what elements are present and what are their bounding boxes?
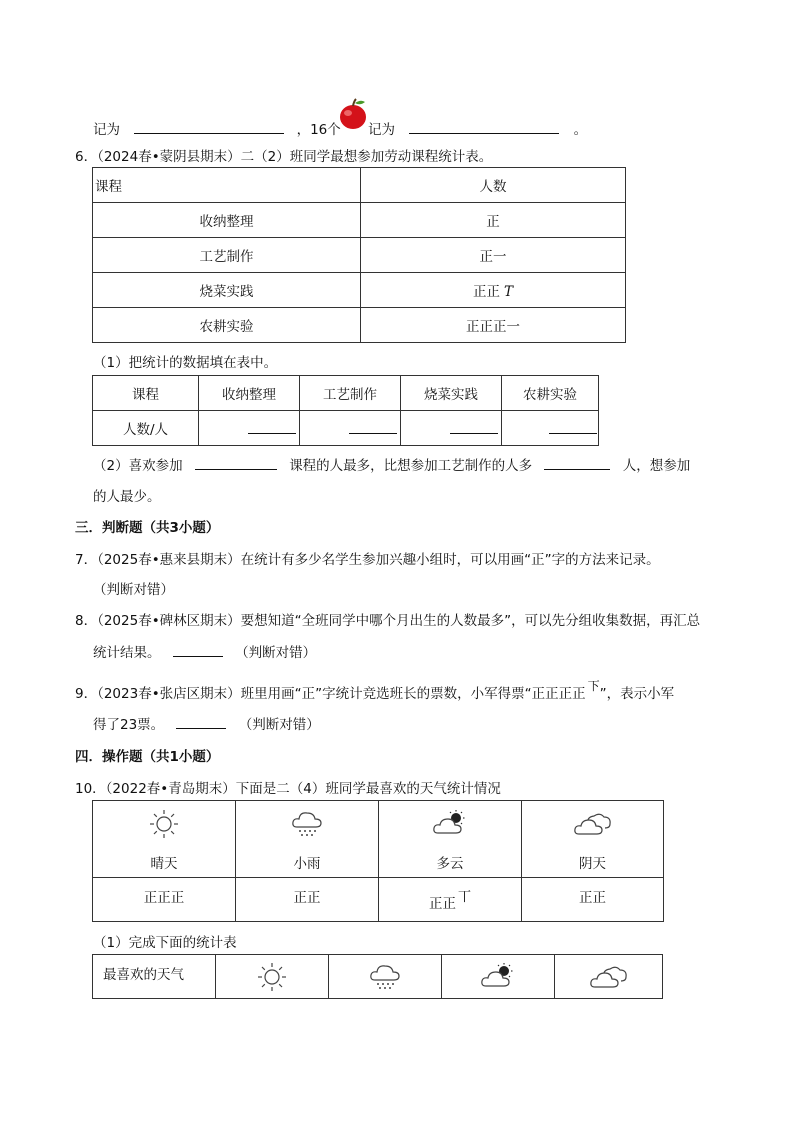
q8-line2: 统计结果。 （判断对错）	[93, 641, 316, 661]
q9-line1: 9．（2023春•张店区期末）班里用画“正”字统计竞选班长的票数，小军得票“正正正正 下”，表示小军	[75, 679, 675, 702]
sun-icon	[255, 962, 289, 992]
section-heading: 三．判断题（共3小题）	[75, 520, 220, 536]
q10-title: 10．（2022春•青岛期末）下面是二（4）班同学最喜欢的天气统计情况	[75, 781, 501, 797]
answer-blank[interactable]	[450, 419, 498, 434]
answer-blank[interactable]	[134, 119, 284, 134]
table-row: 工艺制作 正一	[93, 238, 626, 273]
cloudy-icon	[588, 962, 630, 992]
rain-icon	[290, 809, 324, 839]
answer-blank[interactable]	[409, 119, 559, 134]
q10-sub1: （1）完成下面的统计表	[93, 935, 237, 951]
answer-blank[interactable]	[176, 714, 226, 729]
partly-cloudy-icon	[432, 809, 468, 839]
answer-blank[interactable]	[248, 419, 296, 434]
answer-blank[interactable]	[549, 419, 597, 434]
table-row: 收纳整理 正	[93, 203, 626, 238]
answer-blank[interactable]	[173, 642, 223, 657]
q7-line1: 7．（2025春•惠来县期末）在统计有多少名学生参加兴趣小组时，可以用画“正”字的方法来记录。	[75, 552, 660, 568]
top-line: 记为 ，16个	[93, 118, 341, 138]
table-row: 农耕实验 正正正一	[93, 308, 626, 343]
table-header: 人数	[361, 168, 626, 203]
rain-icon	[368, 962, 402, 992]
table-row: 烧菜实践 正正 T	[93, 273, 626, 308]
answer-blank[interactable]	[544, 455, 610, 470]
q6-sub2: （2）喜欢参加 课程的人最多，比想参加工艺制作的人多 人，想参加	[93, 454, 690, 474]
answer-blank[interactable]	[349, 419, 397, 434]
weather-table: 晴天 小雨 多云 阴天 正正正 正正 正正 丅 正正	[92, 800, 664, 922]
partly-cloudy-icon	[480, 962, 516, 992]
weather-fill-table: 最喜欢的天气	[92, 954, 663, 999]
table-row: 人数/人	[93, 411, 599, 446]
q8-line1: 8．（2025春•碑林区期末）要想知道“全班同学中哪个月出生的人数最多”，可以先分组收集数据，再汇总	[75, 613, 701, 629]
answer-blank[interactable]	[195, 455, 277, 470]
cloudy-icon	[572, 809, 614, 839]
tally-table	[92, 167, 626, 343]
section-heading: 四．操作题（共1小题）	[75, 749, 220, 765]
q9-line2: 得了23票。 （判断对错）	[93, 713, 320, 733]
q7-line2: （判断对错）	[93, 582, 174, 598]
fill-table: 课程 收纳整理 工艺制作 烧菜实践 农耕实验 人数/人	[92, 375, 599, 446]
q6-sub1: （1）把统计的数据填在表中。	[93, 355, 278, 371]
table-row: 正正正 正正 正正 丅 正正	[93, 878, 664, 922]
sun-icon	[147, 809, 181, 839]
q6-title: 6．（2024春•蒙阴县期末）二（2）班同学最想参加劳动课程统计表。	[75, 149, 493, 165]
apple-icon	[338, 98, 368, 130]
table-header: 课程	[93, 168, 361, 203]
